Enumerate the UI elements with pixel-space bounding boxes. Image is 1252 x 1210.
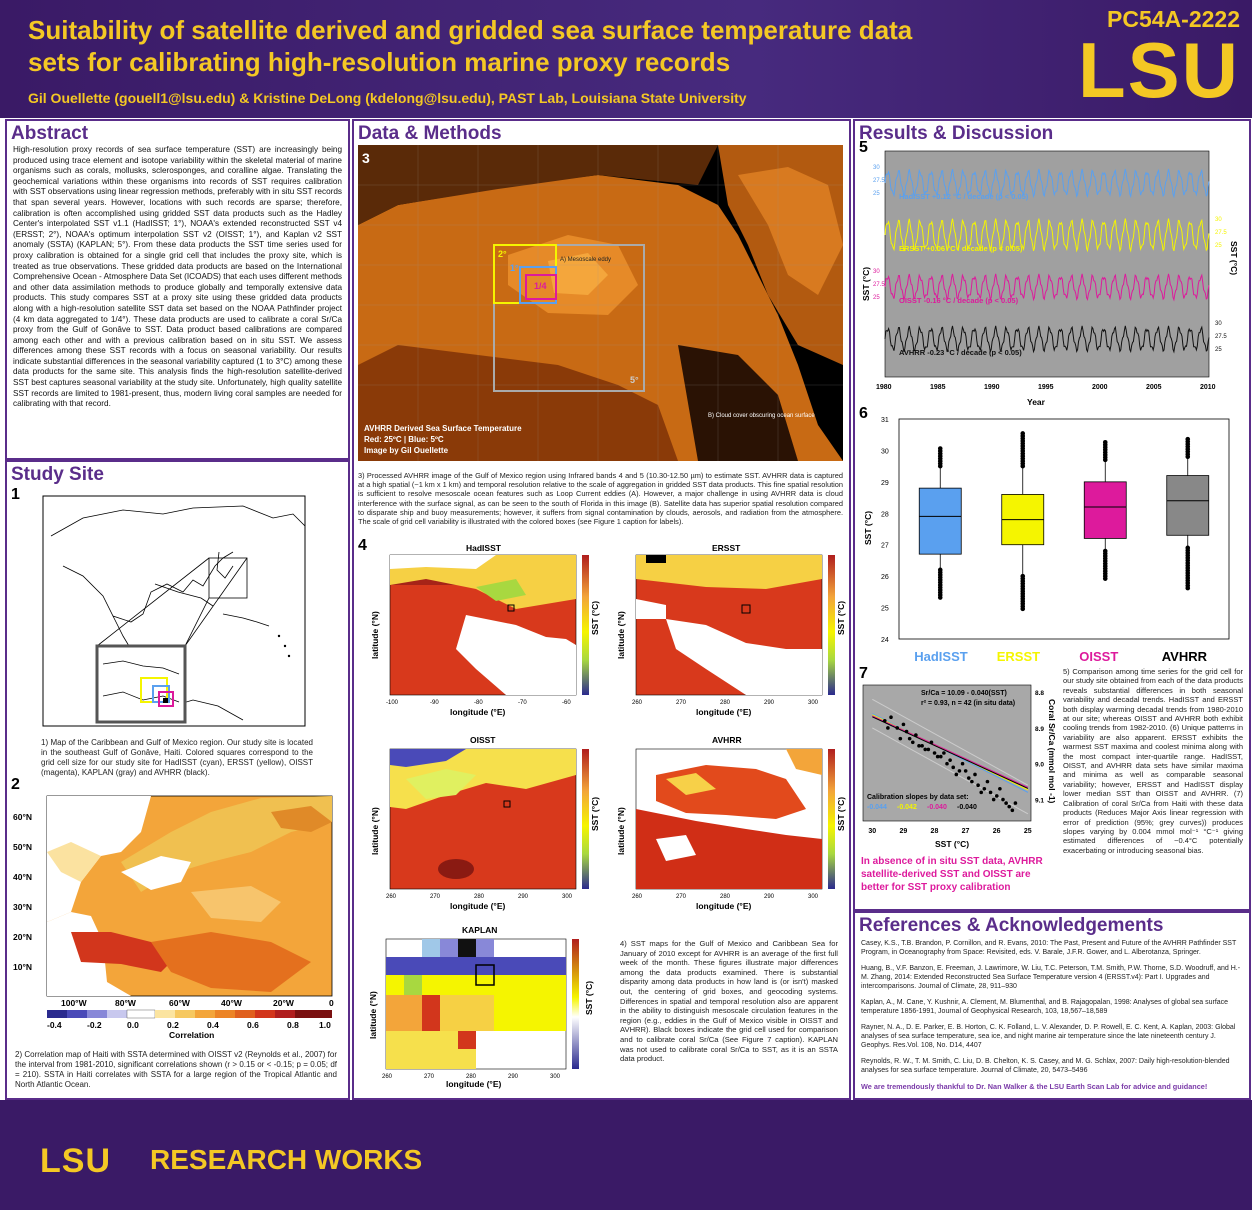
reference-item: Reynolds, R. W., T. M. Smith, C. Liu, D. B. Chelton, K. S. Casey, and M. G. Schlax, 2007: Daily high-resolution-blended analyses for sea surface temperature. Journal of Climate, 20, 5473–5496 [861, 1058, 1230, 1074]
lon-label: 40°W [221, 998, 242, 1008]
data-point [970, 780, 974, 784]
poster-footer [0, 1100, 1252, 1210]
data-point [1014, 801, 1018, 805]
study-site-panel [5, 460, 350, 1100]
y-tick: 28 [881, 511, 889, 519]
fig5-ylabel-right: SST (°C) [1229, 241, 1239, 276]
fig7-ylabel: Coral Sr/Ca (mmol mol -1) [1047, 699, 1057, 804]
lon-label: 0 [329, 998, 334, 1008]
tick: -70 [518, 700, 527, 706]
y-tick: 24 [881, 637, 889, 644]
cbar-tick: 0.8 [287, 1020, 299, 1030]
map-title: AVHRR [712, 735, 742, 745]
fig5-x-ticks [876, 384, 1216, 391]
data-point [967, 776, 971, 780]
tick: 290 [518, 894, 529, 900]
lat-label: 50°N [13, 842, 32, 852]
results-heading: Results & Discussion [859, 123, 1054, 144]
fig3-label-2deg: 2° [498, 249, 507, 259]
reference-item: Kaplan, A., M. Cane, Y. Kushnir, A. Clement, M. Blumenthal, and B. Rajagopalan, 1998: Analyses of global sea surface temperature 1856-1991, Journal of Geophysical Research, 103, 18,567–18,589 [861, 999, 1229, 1015]
data-point [948, 758, 952, 762]
data-point [914, 733, 918, 737]
box-outlier [938, 595, 943, 600]
x-tick: 2005 [1146, 384, 1162, 391]
y-tick: 25 [1215, 243, 1222, 249]
poster-id: PC54A-2222 [1107, 6, 1240, 32]
category-label: HadISST [914, 649, 968, 664]
cbar-tick: 0.4 [207, 1020, 219, 1030]
x-tick: 1995 [1038, 384, 1054, 391]
fig6-number: 6 [859, 405, 868, 422]
data-point [883, 719, 887, 723]
data-point [1011, 808, 1015, 812]
results-panel [853, 119, 1251, 911]
map-ylabel: latitude (°N) [370, 807, 380, 855]
map-xlabel: longitude (°E) [450, 707, 506, 717]
tick: 290 [764, 894, 775, 900]
y-tick: 30 [881, 448, 889, 456]
fig7-slope: -0.044 [867, 804, 887, 811]
map-xlabel: longitude (°E) [696, 707, 752, 717]
tick: -100 [386, 700, 399, 706]
tick: 270 [424, 1074, 435, 1080]
cbar-tick: 0.6 [247, 1020, 259, 1030]
cbar-tick: 0.2 [167, 1020, 179, 1030]
tick: 270 [676, 894, 687, 900]
fig7-slope: -0.040 [957, 804, 977, 811]
data-point [902, 723, 906, 727]
cbar-label: Correlation [169, 1030, 215, 1040]
lsu-logo: LSU [1078, 26, 1240, 114]
fig7-slope: -0.040 [927, 804, 947, 811]
tick: 270 [676, 700, 687, 706]
series-trend-label: OISST -0.16 °C / decade (p < 0.05) [899, 296, 1019, 305]
x-tick: 1985 [930, 384, 946, 391]
data-point [973, 773, 977, 777]
cbar-tick: 1.0 [319, 1020, 331, 1030]
y-tick: 25 [873, 295, 880, 301]
footer-tagline: RESEARCH WORKS [150, 1144, 423, 1175]
tick: 300 [808, 700, 819, 706]
methods-heading: Data & Methods [358, 123, 502, 144]
y-tick: 30 [873, 165, 880, 171]
y-tick: 27.5 [1215, 230, 1227, 236]
fig2-correlation-map [11, 792, 341, 1044]
tick: 280 [720, 700, 731, 706]
reference-item: Casey, K.S., T.B. Brandon, P. Cornillon, and R. Evans, 2010: The Past, Present and Future of the AVHRR Pathfinder SST Program, in Oceanography from Space: Revisited, eds. V. Barale, J.F.R. Gower, and L. Alberotanza, Springer. [861, 940, 1237, 956]
fig5-timeseries-chart [859, 151, 1239, 409]
x-tick: 29 [899, 828, 908, 835]
data-point [936, 755, 940, 759]
x-tick: 1990 [984, 384, 1000, 391]
box-iqr [1167, 476, 1209, 536]
box-iqr [1084, 482, 1126, 539]
fig2-number: 2 [11, 776, 20, 793]
y-tick: 27 [881, 542, 889, 550]
map-xticks [386, 700, 571, 706]
series-trend-label: HadISST +0.12 °C / decade (p < 0.05) [899, 192, 1029, 201]
x-tick: 30 [868, 828, 877, 835]
y-tick: 27.5 [1215, 334, 1227, 340]
data-point [920, 744, 924, 748]
lat-label: 40°N [13, 872, 32, 882]
references-panel [853, 911, 1251, 1100]
map-ylabel: latitude (°N) [368, 991, 378, 1039]
data-point [955, 773, 959, 777]
data-point [1007, 805, 1011, 809]
fig1-caption: 1) Map of the Caribbean and Gulf of Mexico region. Our study site is located in the southeast Gulf of Gonâve, Haiti. Colored squares correspond to the grid cell size for our study site for HadISST (cyan), ERSST (yellow), OISST (magenta), KAPLAN (gray) and AVHRR (black). [41, 738, 313, 777]
y-tick: 26 [881, 574, 889, 582]
data-point [945, 762, 949, 766]
results-text: 5) Comparison among time series for the grid cell for our study site obtained from each of the data products reveals substantial differences in both seasonal variability and decadal trends. HadISST and ERSST both display warming decadal trends from 1980-2010 at our site; whereas OISST and AVHRR both exhibit cooling trends from 1982-2010. (6) Unique patterns in variability are also apparent. ERSST exhibits the warmest SST maxima and coolest minima along with the most compact inter-quartile range. HadISST, OISST, and AVHRR data sets have similar maxima and minima as well as comparable seasonal variability; however, ERSST and HadISST display lower median SST than OISST and AVHRR. (7) Calibration of coral Sr/Ca from Haiti with these data products (Reduces Major Axis linear regression with error of prediction (95%; grey curves)) produces slopes varying by 0.004 mmol mol⁻¹ °C⁻¹ giving estimated differences of ~0.4°C potentially exacerbating or introducing seasonal bias. [1063, 667, 1243, 855]
lat-label: 30°N [13, 902, 32, 912]
data-point [995, 794, 999, 798]
data-point [989, 791, 993, 795]
box-outlier [1103, 440, 1108, 445]
fig4-avhrr-map [616, 735, 822, 911]
fig5-number: 5 [859, 139, 868, 156]
box-outlier [1185, 586, 1190, 591]
lon-label: 20°W [273, 998, 294, 1008]
data-point [923, 748, 927, 752]
y-tick: 25 [881, 605, 889, 613]
tick: 260 [386, 894, 397, 900]
data-point [927, 748, 931, 752]
conclusion-text: In absence of in situ SST data, AVHRR satellite-derived SST and OISST are better for SST proxy calibration [861, 856, 1043, 893]
data-point [939, 755, 943, 759]
map-xlabel: longitude (°E) [446, 1079, 502, 1089]
fig6-boxplot-chart [859, 411, 1239, 665]
x-tick: 2010 [1200, 384, 1216, 391]
abstract-text: High-resolution proxy records of sea surface temperature (SST) are increasingly being produced using trace element and isotope variability within the skeletal material of marine organisms such as corals, mollusks, sclerosponges, and coralline algae. Translating the geochemical variations within these organisms into records of SST requires calibration with SST observations using linear regression methods, preferably with in situ SST records that span several years. However, locations with such records are sparse; therefore, calibration is often accomplished using gridded SST data products such as the Hadley Center's interpolated SST v1.1 (HadISST; 1°), NOAA's extended reconstructed SST v4 (ERSST; 2°), NOAA's optimum interpolation SST v2 (OISST; 1°), and Kaplan v2 SST anomaly (SSTA) (KAPLAN; 5°). From these data products the SST time series used for proxy calibration is obtained for a single grid cell that includes the proxy site, which is treated as true observations. These gridded data products are based on the International Comprehensive Ocean - Atmosphere Data Set (ICOADS) that each uses different methods and other data assimilation methods to produce globally and temporally extensive data products. This study compares SST at a proxy site using these gridded data products along with a high-resolution satellite SST data set based on the NOAA Pathfinder project (4 km data aggregated to 1/4°). These data products are used to calibrate a coral Sr/Ca proxy from the Gulf of Gonâve to SST. Data product based calibrations are compared among each other and with a previous calibration based on in situ SST. We assess differences among these SST records with a focus on seasonal variability. Our results indicate substantial differences in the seasonal variability captured (1 to 3°C) among these data products for the same site. This analysis finds the high-resolution satellite-derived SST best captures seasonal variability at the study site. Unfortunately, high quality satellite SST records are limited to 1981-present, thus, modern living coral samples are needed for calibrating with that record. [13, 145, 342, 409]
cbar-tick: -0.4 [47, 1020, 62, 1030]
lon-label: 60°W [169, 998, 190, 1008]
fig7-equation: Sr/Ca = 10.09 - 0.040(SST) [921, 690, 1007, 697]
map-title: ERSST [712, 543, 741, 553]
data-point [911, 740, 915, 744]
lon-label: 100°W [61, 998, 87, 1008]
fig3-label-cloud: B) Cloud cover obscuring ocean surface [708, 413, 815, 419]
box-iqr [919, 488, 961, 554]
reference-item: Huang, B., V.F. Banzon, E. Freeman, J. Lawrimore, W. Liu, T.C. Peterson, T.M. Smith, P.W. Thorne, S.D. Woodruff, and H.-M. Zhang, 2014: Extended Reconstructed Sea Surface Temperature version 4 (ERSST.v4): Part I. Upgrades and intercomparisons. Journal of Climate, 28, 911–930 [861, 965, 1241, 990]
y-tick: 30 [1215, 217, 1222, 223]
data-point [998, 787, 1002, 791]
cb-label: SST (°C) [836, 600, 846, 635]
fig2-caption: 2) Correlation map of Haiti with SSTA determined with OISST v2 (Reynolds et al., 2007) for the interval from 1981-2010, significant correlations shown (r > 0.15 or < -0.15; p = 0.05; df = 210). SSTA in Haiti correlates with SSTA for a large region of the Tropical Atlantic and North Atlantic Ocean. [15, 1050, 337, 1089]
category-label: OISST [1079, 649, 1119, 664]
fig3-label-1deg: 1° [510, 263, 519, 273]
y-tick: 30 [1215, 321, 1222, 327]
poster-header [0, 0, 1252, 118]
tick: 270 [430, 894, 441, 900]
data-point [992, 798, 996, 802]
tick: -90 [430, 700, 439, 706]
fig2-colorbar-ticks [47, 1020, 331, 1040]
x-tick: 27 [961, 828, 970, 835]
map-ylabel: latitude (°N) [616, 611, 626, 659]
map-ylabel: latitude (°N) [370, 611, 380, 659]
series-trend-label: AVHRR -0.23 °C / decade (p < 0.05) [899, 348, 1022, 357]
tick: -80 [474, 700, 483, 706]
data-point [908, 737, 912, 741]
fig7-slope: -0.042 [897, 804, 917, 811]
y-tick: 27.5 [873, 178, 885, 184]
poster-title: Suitability of satellite derived and gridded sea surface temperature data sets for calibrating high-resolution marine proxy records [28, 15, 913, 77]
box-outlier [1103, 576, 1108, 581]
fig5-xlabel: Year [1027, 397, 1045, 407]
tick: 290 [764, 700, 775, 706]
data-point [979, 791, 983, 795]
fig5-ylabel: SST (°C) [861, 266, 871, 301]
box-outlier [1020, 431, 1025, 436]
x-tick: 2000 [1092, 384, 1108, 391]
fig1-map [43, 496, 305, 726]
y-tick: 9.1 [1035, 797, 1045, 805]
fig4-caption: 4) SST maps for the Gulf of Mexico and Caribbean Sea for January of 2010 except for AVHRR is an average of the first full week of the month. These figures illustrate major differences among the data products examined. There is substantial disparity among data products in how land is (or isn't) masked out, the centering of grid boxes, and geocoding systems. Differences in spatial and temporal resolution also are apparent in the ability to distinguish mesoscale circulation features in the region (e.g., eddies in the Gulf of Mexico visible in OISST and AVHRR). Black boxes indicate the grid cell used for comparison and to calibrate coral Sr/Ca (See Figure 7 caption). KAPLAN was not used to calibrate coral Sr/Ca to SST, as it is an SSTA data product. [620, 939, 838, 1064]
fig4-kaplan-map [368, 925, 594, 1089]
fig4-oisst-map [370, 735, 576, 911]
tick: 300 [550, 1074, 561, 1080]
fig7-slopes-title: Calibration slopes by data set: [867, 794, 969, 801]
abstract-heading: Abstract [11, 123, 89, 144]
series-trend-label: ERSST +0.06 °C / decade (p < 0.05) [899, 244, 1023, 253]
tick: 280 [466, 1074, 477, 1080]
tick: 280 [720, 894, 731, 900]
fig4-ersst-map [616, 543, 822, 717]
fig3-inset-credit: Image by Gil Ouellette [364, 446, 449, 455]
fig7-stats: r² = 0.93, n = 42 (in situ data) [921, 700, 1016, 707]
map-title: OISST [470, 735, 496, 745]
tick: 260 [632, 700, 643, 706]
data-point [964, 769, 968, 773]
map-title: KAPLAN [462, 925, 498, 935]
fig3-label-quarter: 1/4 [534, 281, 547, 291]
data-point [1001, 798, 1005, 802]
fig3-label-5deg: 5° [630, 375, 639, 385]
data-point [889, 715, 893, 719]
map-title: HadISST [466, 543, 501, 553]
tick: 300 [808, 894, 819, 900]
data-point [905, 730, 909, 734]
fig7-calibration-chart [859, 681, 1055, 857]
y-tick: 9.0 [1035, 761, 1045, 769]
fig3-number: 3 [362, 150, 370, 166]
y-tick: 8.9 [1035, 725, 1045, 733]
x-tick: 26 [992, 828, 1001, 835]
data-point [951, 766, 955, 770]
data-point [983, 787, 987, 791]
cb-label: SST (°C) [836, 796, 846, 831]
fig3-inset-scale: Red: 25ºC | Blue: 5ºC [364, 435, 444, 444]
box-outlier [1020, 607, 1025, 612]
fig1-number: 1 [11, 486, 20, 503]
data-point [942, 751, 946, 755]
fig2-colorbar [47, 1010, 332, 1018]
tick: 280 [474, 894, 485, 900]
tick: 290 [508, 1074, 519, 1080]
map-xticks [386, 894, 573, 900]
y-tick: 30 [873, 269, 880, 275]
data-point [961, 762, 965, 766]
acknowledgement: We are tremendously thankful to Dr. Nan Walker & the LSU Earth Scan Lab for advice and guidance! [861, 1082, 1208, 1091]
data-point [986, 780, 990, 784]
cb-label: SST (°C) [590, 796, 600, 831]
cbar-tick: 0.0 [127, 1020, 139, 1030]
references-heading: References & Acknowledgements [859, 915, 1164, 936]
category-label: ERSST [996, 649, 1041, 664]
footer-lsu-logo: LSU [40, 1142, 111, 1180]
y-tick: 27.5 [873, 282, 885, 288]
lat-label: 20°N [13, 932, 32, 942]
data-point [930, 740, 934, 744]
fig4-hadisst-map [370, 543, 576, 717]
tick: 260 [382, 1074, 393, 1080]
data-point [917, 744, 921, 748]
map-xlabel: longitude (°E) [450, 901, 506, 911]
data-point [899, 737, 903, 741]
x-tick: 1980 [876, 384, 892, 391]
tick: 260 [632, 894, 643, 900]
fig6-ylabel: SST (°C) [863, 510, 873, 545]
data-point [933, 751, 937, 755]
tick: 300 [562, 894, 573, 900]
reference-item: Rayner, N. A., D. E. Parker, E. B. Horton, C. K. Folland, L. V. Alexander, D. P. Rowell, E. C. Kent, A. Kaplan, 2003: Global analyses of sea surface temperature, sea ice, and night marine air temperature since the late nineteenth century J. Geophys. Res.Vol. 108, No. D14, 4407 [861, 1024, 1236, 1049]
cbar-tick: -0.2 [87, 1020, 102, 1030]
lat-label: 10°N [13, 962, 32, 972]
category-label: AVHRR [1161, 649, 1208, 664]
tick: -60 [562, 700, 571, 706]
y-tick: 25 [1215, 347, 1222, 353]
fig2-lat-labels [13, 812, 32, 972]
data-point [895, 726, 899, 730]
abstract-panel [5, 119, 350, 460]
data-point [886, 726, 890, 730]
methods-panel [352, 119, 851, 1100]
study-site-heading: Study Site [11, 464, 104, 485]
fig7-number: 7 [859, 665, 868, 682]
cb-label: SST (°C) [584, 980, 594, 1015]
map-xlabel: longitude (°E) [696, 901, 752, 911]
map-xticks [632, 700, 819, 706]
map-ylabel: latitude (°N) [616, 807, 626, 855]
data-point [1004, 801, 1008, 805]
fig3-caption: 3) Processed AVHRR image of the Gulf of Mexico region using Infrared bands 4 and 5 (10.30-12.50 µm) to estimate SST. AVHRR data is captured at a high spatial (~1 km x 1 km) and temporal resolution relative to the scale of aggregation in gridded SST data products. This fine spatial resolution is sufficient to resolve mesoscale ocean features such as Loop Current eddies (A). However, a major challenge in using AVHRR data is cloud interference with the surface signal, as can be seen to the south of Florida in this image (B). Satellite data has superior spatial resolution compared to disparate ship and buoy measurements; however, it suffers from signal contamination by clouds, aerosols, and radiation from the atmosphere. The scale of grid cell variability is illustrated with the colored boxes (see Figure 1 caption for labels). [358, 471, 843, 527]
cb-label: SST (°C) [590, 600, 600, 635]
x-tick: 28 [930, 828, 939, 835]
poster-authors: Gil Ouellette (gouell1@lsu.edu) & Kristine DeLong (kdelong@lsu.edu), PAST Lab, Louisiana State University [28, 90, 747, 106]
fig3-avhrr-image [358, 145, 843, 461]
box-outlier [938, 446, 943, 451]
y-tick: 31 [881, 417, 889, 424]
data-point [976, 783, 980, 787]
y-tick: 25 [873, 191, 880, 197]
fig7-xlabel: SST (°C) [935, 839, 970, 849]
lat-label: 60°N [13, 812, 32, 822]
fig3-inset-title: AVHRR Derived Sea Surface Temperature [364, 424, 522, 433]
fig2-lon-labels [61, 998, 334, 1008]
fig4-number: 4 [358, 537, 367, 554]
map-xticks [632, 894, 819, 900]
box-outlier [1185, 437, 1190, 442]
x-tick: 25 [1023, 828, 1032, 835]
y-tick: 29 [881, 479, 889, 487]
data-point [958, 769, 962, 773]
lon-label: 80°W [115, 998, 136, 1008]
y-tick: 8.8 [1035, 690, 1045, 698]
fig3-label-eddy: A) Mesoscale eddy [560, 257, 612, 263]
